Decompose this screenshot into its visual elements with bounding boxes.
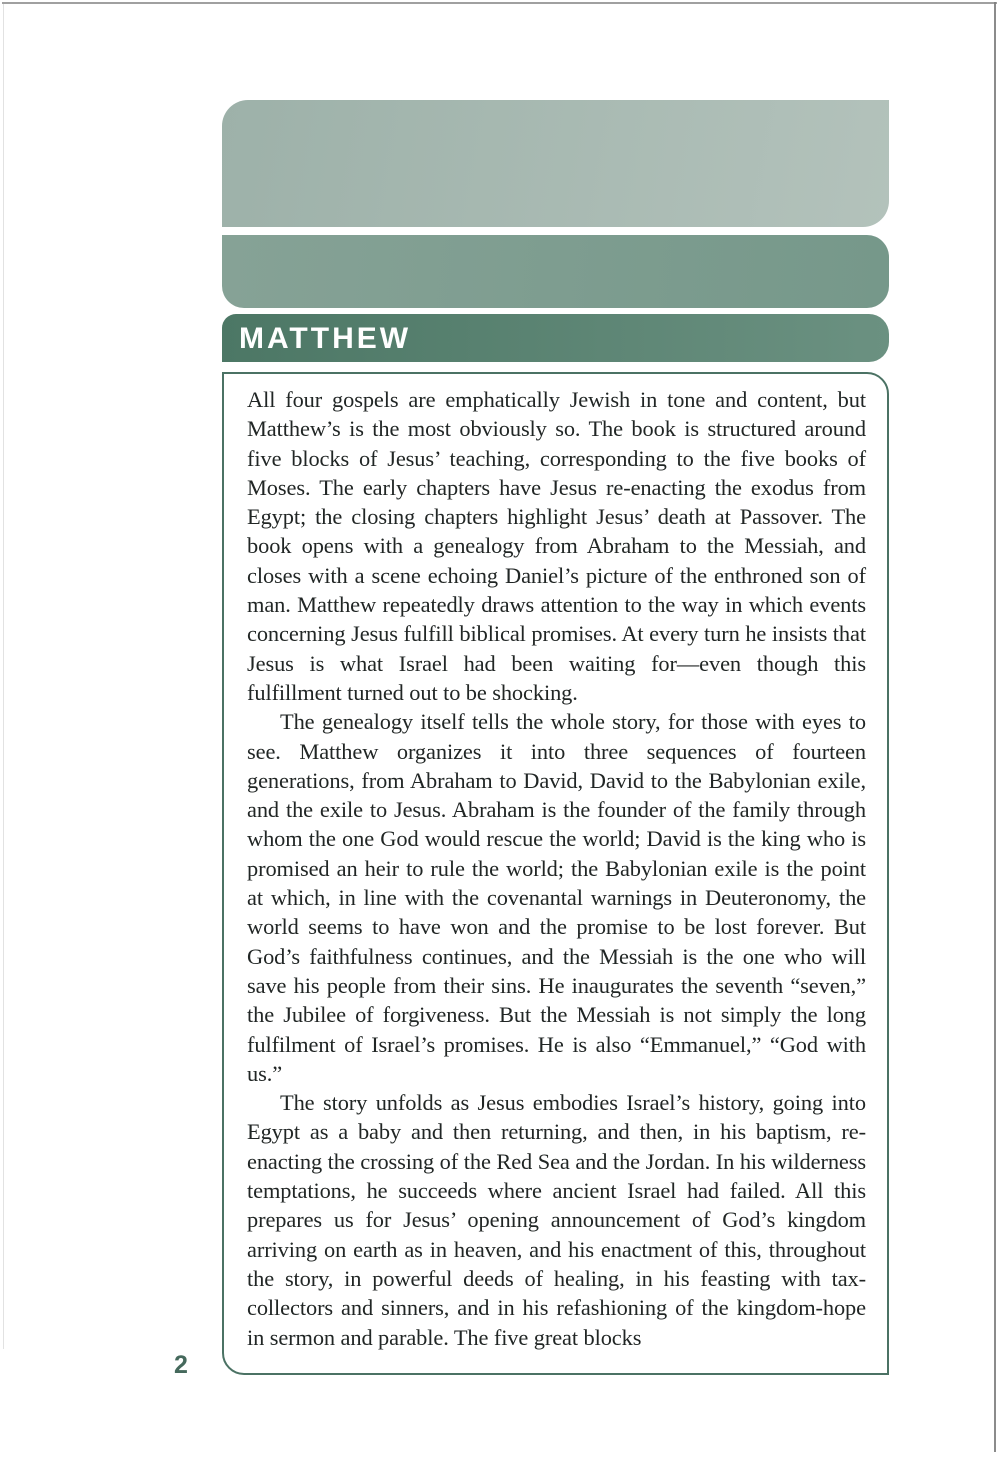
decorative-header-bar-large: [222, 100, 889, 227]
scan-border-right: [994, 2, 996, 1452]
decorative-header-bar-small: [222, 235, 889, 308]
scan-border-top: [2, 2, 997, 4]
page-number: 2: [174, 1351, 188, 1379]
scan-border-left: [3, 4, 4, 1349]
paragraph: The genealogy itself tells the whole story, for those with eyes to see. Matthew organizes it into three sequences of fourteen generations, from Abraham to David, David to the Babylonian exile, and the exile to Jesus. Abraham is the founder of the family through whom the one God would rescue the world; David is the king who is promised an heir to rule the world; the Babylonian exile is the point at which, in line with the covenantal warnings in Deuteronomy, the world seems to have won and the promise to be lost forever. But God’s faithfulness continues, and the Messiah is the one who will save his people from their sins. He inaugurates the seventh “seven,” the Jubilee of forgiveness. But the Messiah is not simply the long fulfilment of Israel’s promises. He is also “Emmanuel,” “God with us.”: [247, 709, 866, 1086]
paragraph: All four gospels are emphatically Jewish in tone and content, but Matthew’s is the most obviously so. The book is structured around five blocks of Jesus’ teaching, corresponding to the five books of Moses. The early chapters have Jesus re-enacting the exodus from Egypt; the closing chapters highlight Jesus’ death at Passover. The book opens with a genealogy from Abraham to the Messiah, and closes with a scene echoing Daniel’s picture of the enthroned son of man. Matthew repeatedly draws attention to the way in which events concerning Jesus fulfill biblical promises. At every turn he insists that Jesus is what Israel had been waiting for—even though this fulfillment turned out to be shocking.: [247, 387, 866, 705]
chapter-intro-text: [247, 385, 866, 1352]
chapter-intro-box: [222, 372, 889, 1375]
chapter-title-bar: [222, 314, 889, 362]
paragraph: The story unfolds as Jesus embodies Israel’s history, going into Egypt as a baby and then returning, and then, in his baptism, re-enacting the crossing of the Red Sea and the Jordan. In his wilderness temptations, he succeeds where ancient Israel had failed. All this prepares us for Jesus’ opening announcement of God’s kingdom arriving on earth as in heaven, and his enactment of this, throughout the story, in powerful deeds of healing, in his feasting with tax-collectors and sinners, and in his refashioning of the kingdom-hope in sermon and parable. The five great blocks: [247, 1090, 866, 1350]
chapter-title: MATTHEW: [239, 321, 412, 355]
